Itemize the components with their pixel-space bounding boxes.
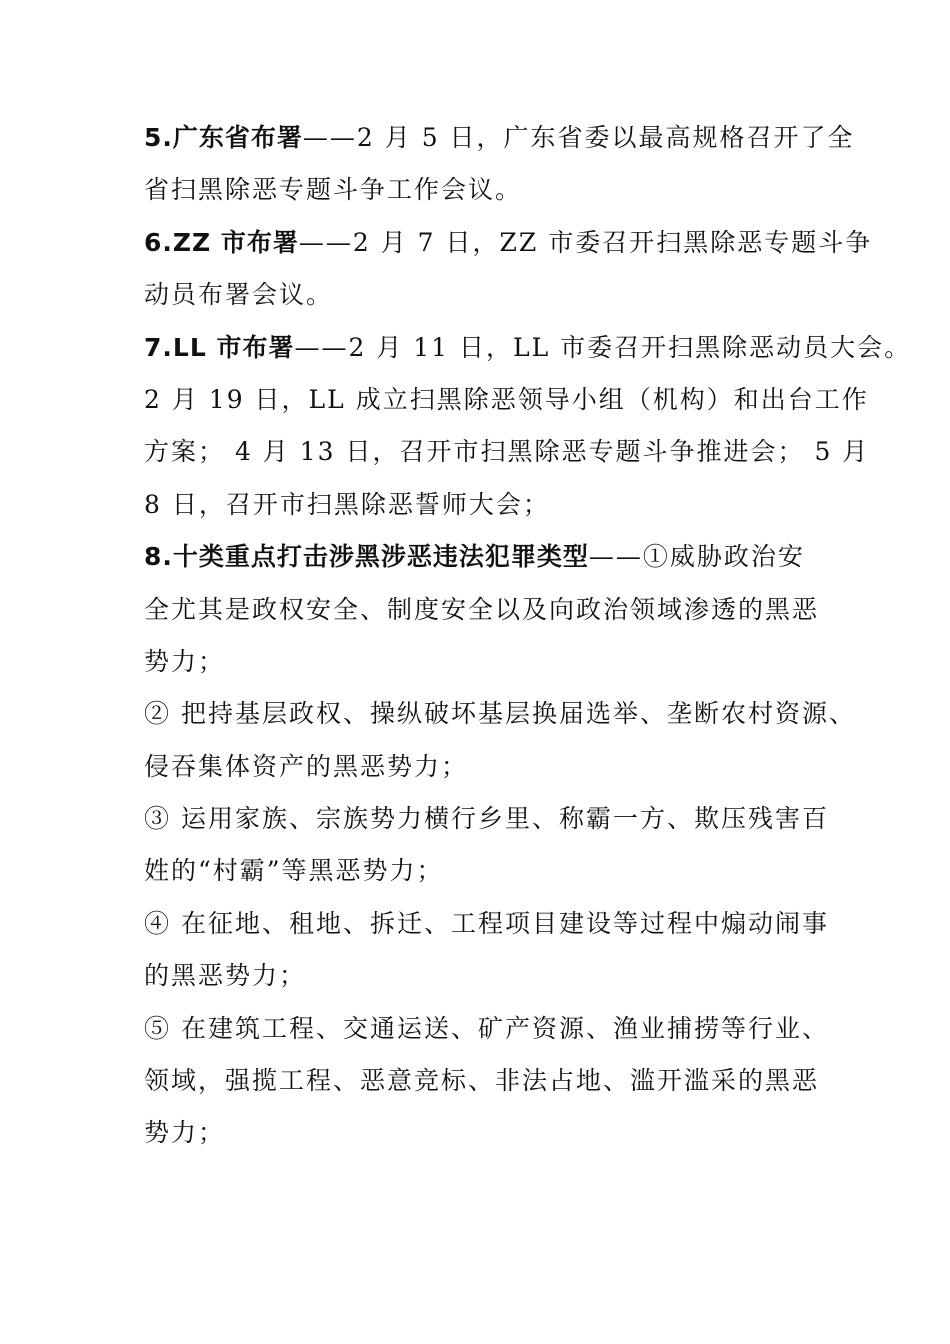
sub-item-3-line-2: 姓的“村霸”等黑恶势力； (144, 856, 444, 886)
item-6-heading: 6.ZZ 市布署 (144, 227, 299, 257)
item-8-text: ——①威胁政治安 (588, 542, 805, 572)
item-6-line-2: 动员布署会议。 (144, 280, 334, 310)
item-8-heading: 8.十类重点打击涉黑涉恶违法犯罪类型 (144, 542, 589, 572)
sub-item-3-line-1: ③ 运用家族、宗族势力横行乡里、称霸一方、欺压残害百 (144, 804, 829, 834)
item-5-line-2: 省扫黑除恶专题斗争工作会议。 (144, 175, 523, 205)
sub-item-2-line-2: 侵吞集体资产的黑恶势力； (144, 751, 469, 781)
item-8-line-3: 势力； (144, 646, 226, 676)
sub-item-5-line-2: 领域，强揽工程、恶意竞标、非法占地、滥开滥采的黑恶 (144, 1066, 820, 1096)
sub-item-5-line-1: ⑤ 在建筑工程、交通运送、矿产资源、渔业捕捞等行业、 (144, 1013, 829, 1043)
item-7-text: ——2 月 11 日，LL 市委召开扫黑除恶动员大会。 (294, 332, 912, 362)
item-5-line-1 (144, 112, 855, 164)
item-7-line-2: 2 月 19 日，LL 成立扫黑除恶领导小组（机构）和出台工作 (144, 384, 869, 414)
item-7-heading: 7.LL 市布署 (144, 332, 295, 362)
item-5-heading: 5.广东省布署 (144, 123, 303, 152)
sub-item-5-line-3: 势力； (144, 1118, 226, 1148)
item-7-line-1 (144, 322, 912, 374)
sub-item-2-line-1: ② 把持基层政权、操纵破坏基层换届选举、垄断农村资源、 (144, 699, 856, 729)
item-8-line-2: 全尤其是政权安全、制度安全以及向政治领域渗透的黑恶 (144, 594, 820, 624)
item-8-line-1 (144, 531, 834, 583)
item-7-line-3: 方案； 4 月 13 日，召开市扫黑除恶专题斗争推进会； 5 月 (144, 437, 870, 467)
sub-item-4-line-2: 的黑恶势力； (144, 961, 307, 991)
sub-item-4-line-1: ④ 在征地、租地、拆迁、工程项目建设等过程中煽动闹事 (144, 908, 829, 938)
item-5-text: ——2 月 5 日，广东省委以最高规格召开了全 (302, 123, 855, 152)
item-6-text: ——2 月 7 日，ZZ 市委召开扫黑除恶专题斗争 (298, 227, 873, 257)
document-body (144, 112, 912, 1160)
item-6-line-1 (144, 217, 873, 269)
item-7-line-4: 8 日，召开市扫黑除恶誓师大会； (144, 489, 550, 519)
